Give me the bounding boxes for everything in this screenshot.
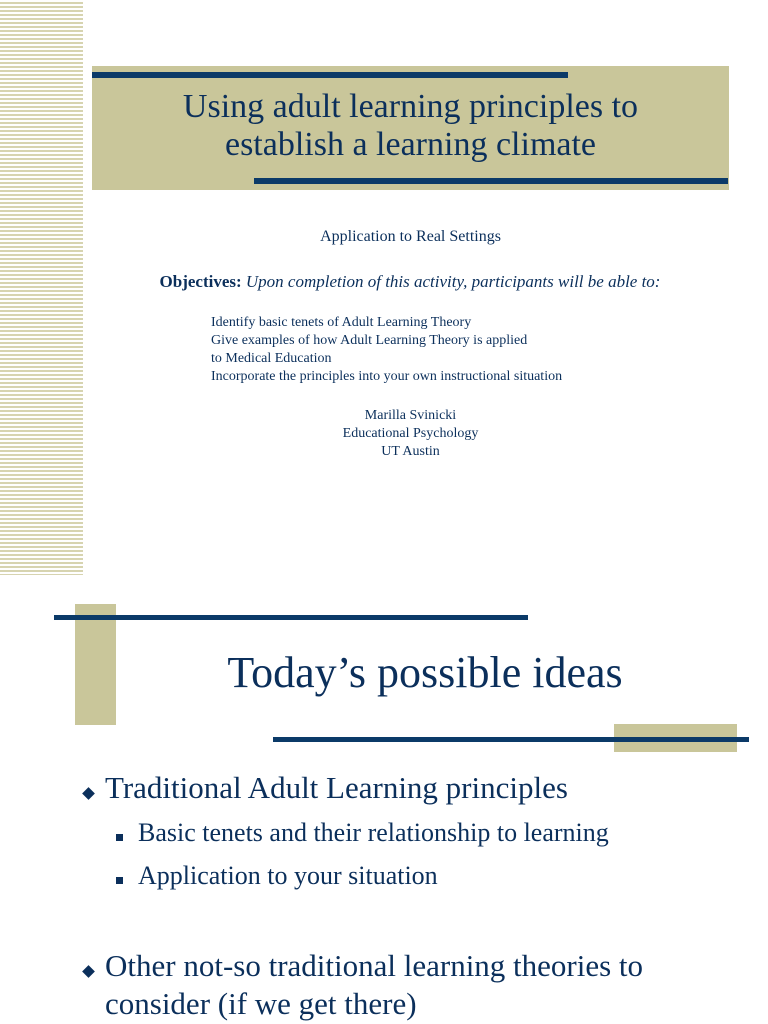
author-institution: UT Austin xyxy=(381,444,440,459)
objective-item: Incorporate the principles into your own instructional situation xyxy=(211,369,563,384)
sub-bullet-item xyxy=(114,860,734,892)
author-name: Marilla Svinicki xyxy=(364,408,457,423)
accent-block-left xyxy=(75,604,116,725)
slide-2 xyxy=(0,575,768,1024)
author-block xyxy=(92,407,729,461)
square-bullet-icon xyxy=(114,817,123,849)
title-line-1: Using adult learning principles to xyxy=(182,88,639,125)
title-top-rule xyxy=(54,615,528,620)
square-bullet-icon xyxy=(114,860,123,892)
bullet-item xyxy=(80,947,730,1023)
diamond-bullet-icon xyxy=(80,947,93,985)
objective-item: Identify basic tenets of Adult Learning Theory xyxy=(211,315,472,330)
bullet-text: Traditional Adult Learning principles xyxy=(105,770,568,805)
slide-title xyxy=(92,88,729,164)
bullet-text: Other not-so traditional learning theories to consider (if we get there) xyxy=(105,948,644,1021)
bullet-item xyxy=(80,769,740,807)
slide-title: Today’s possible ideas xyxy=(227,648,623,697)
title-bottom-rule xyxy=(273,737,749,742)
title-line-2: establish a learning climate xyxy=(224,126,597,163)
title-top-rule xyxy=(92,72,568,78)
author-department: Educational Psychology xyxy=(342,426,479,441)
objectives-intro: Upon completion of this activity, participants will be able to: xyxy=(245,272,661,291)
sub-bullet-text: Application to your situation xyxy=(138,861,438,890)
sub-bullet-text: Basic tenets and their relationship to learning xyxy=(138,818,609,847)
title-bottom-rule xyxy=(254,178,728,184)
sub-bullet-item xyxy=(114,817,734,849)
objectives-list xyxy=(211,314,671,386)
objective-item: to Medical Education xyxy=(211,351,332,366)
objectives-block xyxy=(130,274,690,290)
objectives-label: Objectives: xyxy=(159,272,242,291)
slide-subtitle: Application to Real Settings xyxy=(320,228,501,245)
objective-item: Give examples of how Adult Learning Theory is applied xyxy=(211,333,528,348)
diamond-bullet-icon xyxy=(80,769,93,807)
